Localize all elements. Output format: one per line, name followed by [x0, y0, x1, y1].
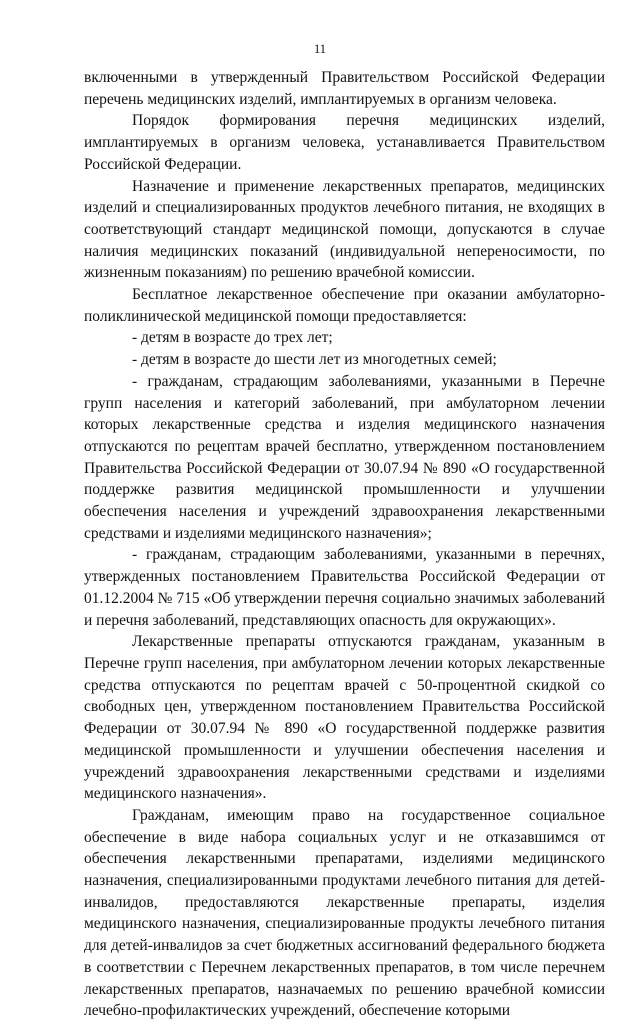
paragraph: Назначение и применение лекарственных препаратов, медицинских изделий и специализированных продуктов лечебного питания, не входящих в соответствующий стандарт медицинской помощи, допускаются в случае наличия медицинских показаний (индивидуальной непереносимости, по жизненным показаниям) по решению врачебной комиссии.	[84, 177, 605, 282]
page-number: 11	[313, 42, 327, 56]
paragraph: включенными в утвержденный Правительством Российской Федерации перечень медицинских изделий, имплантируемых в организм человека.	[84, 69, 605, 108]
paragraph: Бесплатное лекарственное обеспечение при оказании амбулаторно-поликлинической медицинской помощи предоставляется:	[84, 286, 605, 325]
paragraph: Гражданам, имеющим право на государственное социальное обеспечение в виде набора социальных услуг и не отказавшимся от обеспечения лекарственными препаратами, изделиями медицинского назначения, специализированными продуктами лечебного питания для детей-инвалидов, предоставляются лекарственные препараты, изделия медицинского назначения, специализированные продукты лечебного питания для детей-инвалидов за счет бюджетных ассигнований федерального бюджета в соответствии с Перечнем лекарственных препаратов, в том числе перечнем лекарственных препаратов, назначаемых по решению врачебной комиссии лечебно-профилактических учреждений, обеспечение которыми	[84, 806, 605, 1020]
paragraph: Порядок формирования перечня медицинских изделий, имплантируемых в организм человека, устанавливается Правительством Российской Федерации.	[84, 112, 605, 173]
list-item: - гражданам, страдающим заболеваниями, указанными в Перечне групп населения и категорий заболеваний, при амбулаторном лечении которых лекарственные средства и изделия медицинского назначения отпускаются по рецептам врачей бесплатно, утвержденном постановлением Правительства Российской Федерации от 30.07.94 № 890 «О государственной поддержке развития медицинской промышленности и улучшении обеспечения населения и учреждений здравоохранения лекарственными средствами и изделиями медицинского назначения»;	[84, 372, 605, 542]
list-item: - детям в возрасте до шести лет из многодетных семей;	[132, 351, 497, 369]
list-item: - гражданам, страдающим заболеваниями, указанными в перечнях, утвержденных постановлением Правительства Российской Федерации от 01.12.2004 № 715 «Об утверждении перечня социально значимых заболеваний и перечня заболеваний, представляющих опасность для окружающих».	[84, 546, 605, 629]
list-item: - детям в возрасте до трех лет;	[132, 329, 333, 347]
body-text	[84, 67, 605, 1022]
paragraph: Лекарственные препараты отпускаются гражданам, указанным в Перечне групп населения, при амбулаторном лечении которых лекарственные средства отпускаются по рецептам врачей с 50-процентной скидкой со свободных цен, утвержденном постановлением Правительства Российской Федерации от 30.07.94 № 890 «О государственной поддержке развития медицинской промышленности и улучшении обеспечения населения и учреждений здравоохранения лекарственными средствами и изделиями медицинского назначения».	[84, 633, 605, 803]
